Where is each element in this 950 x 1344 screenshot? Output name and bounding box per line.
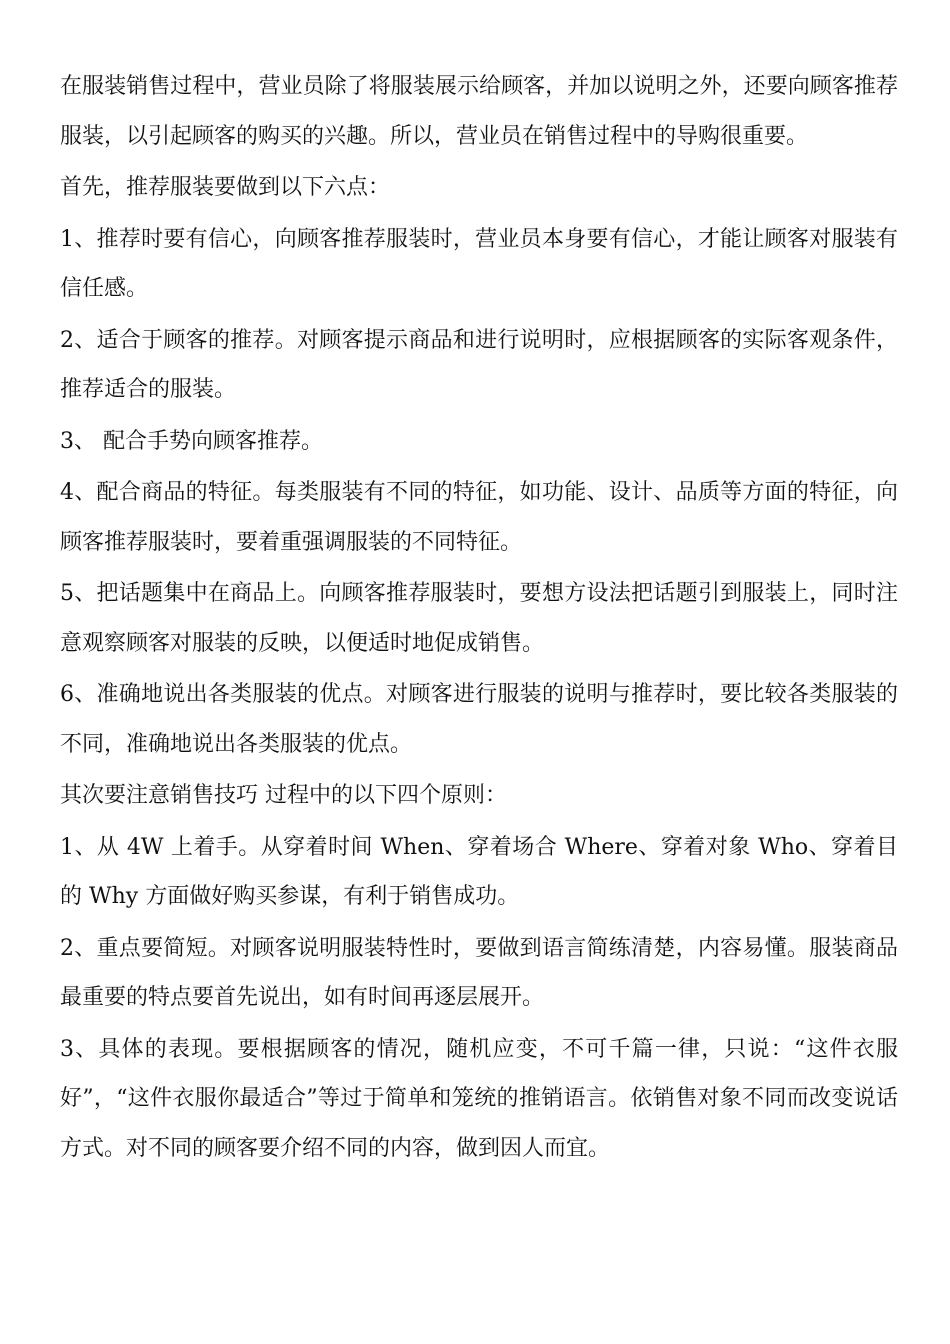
point-5-focus-topic: 5、把话题集中在商品上。向顾客推荐服装时，要想方设法把话题引到服装上，同时注意观察顾客对服装的反映，以便适时地促成销售。 [60, 581, 898, 656]
principle-3-specific: 3、具体的表现。要根据顾客的情况，随机应变，不可千篇一律，只说：“这件衣服好”，“这件衣服你最适合”等过于简单和笼统的推销语言。依销售对象不同而改变说话方式。对不同的顾客要介绍不同的内容，做到因人而宜。 [60, 1036, 898, 1161]
point-3-gestures: 3、 配合手势向顾客推荐。 [60, 428, 323, 454]
principle-2-brief: 2、重点要简短。对顾客说明服装特性时，要做到语言简练清楚，内容易懂。服装商品最重要的特点要首先说出，如有时间再逐层展开。 [60, 935, 898, 1010]
point-1-confidence: 1、推荐时要有信心，向顾客推荐服装时，营业员本身要有信心，才能让顾客对服装有信任感。 [60, 226, 898, 301]
section-heading-four-principles: 其次要注意销售技巧 过程中的以下四个原则： [60, 783, 507, 808]
point-4-features: 4、配合商品的特征。每类服装有不同的特征，如功能、设计、品质等方面的特征，向顾客推荐服装时，要着重强调服装的不同特征。 [60, 480, 898, 555]
point-6-advantages: 6、准确地说出各类服装的优点。对顾客进行服装的说明与推荐时，要比较各类服装的不同，准确地说出各类服装的优点。 [60, 682, 898, 757]
section-heading-six-points: 首先，推荐服装要做到以下六点： [60, 175, 391, 200]
intro-paragraph: 在服装销售过程中，营业员除了将服装展示给顾客，并加以说明之外，还要向顾客推荐服装，以引起顾客的购买的兴趣。所以，营业员在销售过程中的导购很重要。 [60, 74, 898, 149]
principle-1-4w: 1、从 4W 上着手。从穿着时间 When、穿着场合 Where、穿着对象 Who、穿着目的 Why 方面做好购买参谋，有利于销售成功。 [60, 834, 898, 909]
document-body [60, 62, 898, 1175]
point-2-suitable: 2、适合于顾客的推荐。对顾客提示商品和进行说明时，应根据顾客的实际客观条件，推荐适合的服装。 [60, 327, 898, 402]
